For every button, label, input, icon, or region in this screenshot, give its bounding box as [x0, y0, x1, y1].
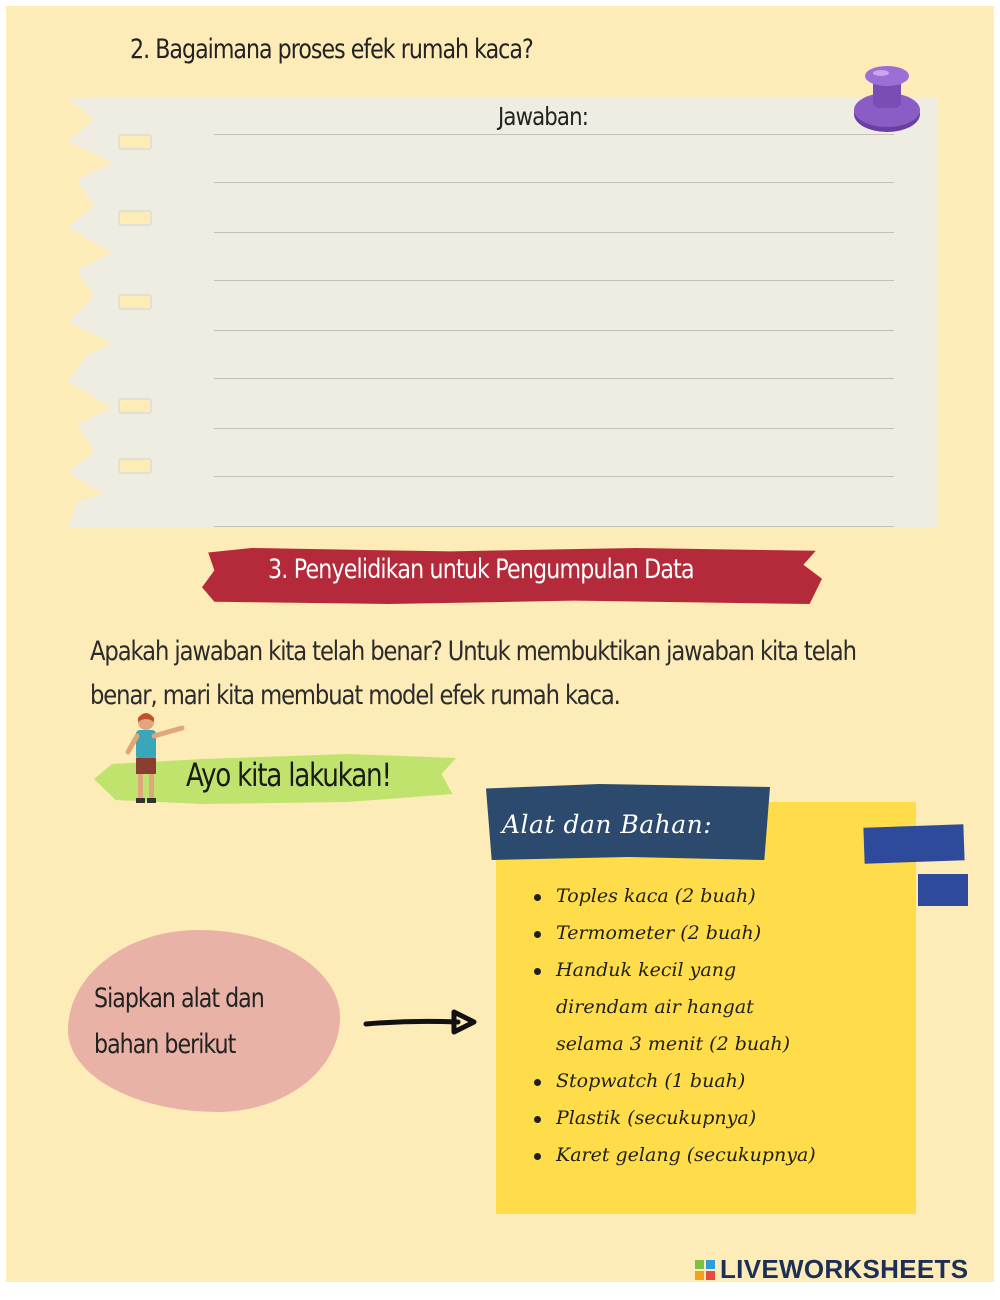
answer-line[interactable]: [214, 378, 894, 379]
intro-line: Apakah jawaban kita telah benar? Untuk membuktikan jawaban kita telah: [90, 636, 856, 667]
binder-hole: [118, 134, 152, 150]
section-banner-title: 3. Penyelidikan untuk Pengumpulan Data: [268, 554, 694, 585]
worksheet-page: [6, 6, 994, 1282]
answer-line[interactable]: [214, 428, 894, 429]
materials-title: Alat dan Bahan:: [502, 810, 713, 839]
materials-list: [528, 878, 816, 1174]
list-item-line: Handuk kecil yang: [556, 959, 737, 981]
answer-card[interactable]: [68, 98, 938, 528]
answer-line[interactable]: [214, 476, 894, 477]
list-item: Stopwatch (1 buah): [528, 1063, 816, 1100]
answer-line[interactable]: [214, 182, 894, 183]
binder-hole: [118, 398, 152, 414]
list-item: Toples kaca (2 buah): [528, 878, 816, 915]
arrow-right-icon: [362, 1004, 482, 1040]
prepare-line: Siapkan alat dan: [94, 983, 264, 1014]
push-pin-icon: [851, 64, 923, 136]
torn-paper: [68, 98, 938, 528]
list-item-line: direndam air hangat: [556, 996, 754, 1018]
list-item: Plastik (secukupnya): [528, 1100, 816, 1137]
list-item-line: selama 3 menit (2 buah): [556, 1033, 791, 1055]
brand-name: LIVEWORKSHEETS: [720, 1254, 969, 1282]
intro-line: benar, mari kita membuat model efek rumah kaca.: [90, 680, 620, 711]
list-item: Termometer (2 buah): [528, 915, 816, 952]
brand-footer[interactable]: [694, 1254, 968, 1282]
answer-line[interactable]: [214, 330, 894, 331]
list-item: Karet gelang (secukupnya): [528, 1137, 816, 1174]
intro-paragraph: [90, 630, 913, 718]
decor-bar: [863, 824, 964, 863]
answer-line[interactable]: [214, 134, 894, 135]
list-item: [528, 952, 816, 1063]
binder-hole: [118, 294, 152, 310]
answer-line[interactable]: [214, 526, 894, 527]
liveworksheets-logo-icon: [694, 1259, 716, 1281]
binder-hole: [118, 458, 152, 474]
answer-label: Jawaban:: [498, 102, 589, 131]
question-title: 2. Bagaimana proses efek rumah kaca?: [130, 34, 533, 65]
teacher-figure-icon: [116, 706, 196, 806]
cta-title: Ayo kita lakukan!: [186, 756, 391, 794]
decor-bar: [918, 874, 968, 906]
answer-line[interactable]: [214, 280, 894, 281]
answer-line[interactable]: [214, 232, 894, 233]
prepare-text: [94, 976, 264, 1068]
prepare-line: bahan berikut: [94, 1029, 236, 1060]
binder-hole: [118, 210, 152, 226]
